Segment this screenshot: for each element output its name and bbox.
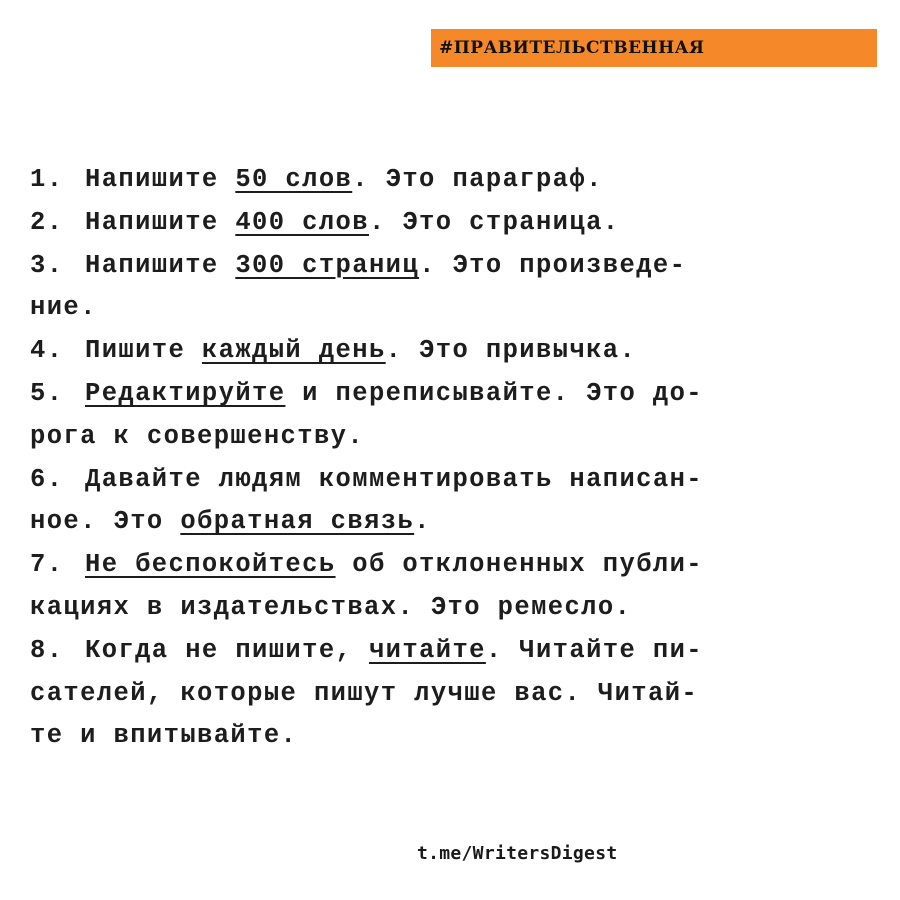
text-segment: . Это произведе- bbox=[419, 250, 687, 280]
text-segment: и переписывайте. Это до- bbox=[285, 378, 703, 408]
item-line bbox=[30, 330, 875, 373]
text-segment: те и впитывайте. bbox=[30, 721, 298, 751]
item-number: 5. bbox=[30, 378, 64, 408]
item-line bbox=[30, 287, 875, 330]
emphasized-phrase: каждый день bbox=[201, 336, 386, 366]
list-item bbox=[30, 544, 875, 630]
text-segment: Давайте людям комментировать написан- bbox=[85, 464, 703, 494]
item-number: 4. bbox=[30, 336, 64, 366]
item-line bbox=[30, 715, 875, 758]
list-item bbox=[30, 245, 875, 331]
emphasized-phrase: 50 слов bbox=[235, 165, 353, 194]
item-number: 1. bbox=[30, 165, 64, 194]
item-line bbox=[30, 630, 875, 673]
item-number: 8. bbox=[30, 635, 64, 665]
text-segment: Пишите bbox=[85, 336, 202, 366]
item-line bbox=[30, 459, 875, 502]
text-segment: кациях в издательствах. Это ремесло. bbox=[30, 592, 632, 622]
text-segment: . Это параграф. bbox=[352, 165, 603, 194]
item-line bbox=[30, 501, 875, 544]
item-line bbox=[30, 159, 875, 202]
list-item bbox=[30, 330, 875, 373]
advice-list bbox=[30, 159, 875, 758]
hashtag-label: #ПРАВИТЕЛЬСТВЕННАЯ bbox=[439, 38, 705, 58]
item-number: 2. bbox=[30, 207, 64, 237]
list-item bbox=[30, 159, 875, 202]
list-item bbox=[30, 202, 875, 245]
item-number: 6. bbox=[30, 464, 64, 494]
text-segment: Напишите bbox=[85, 250, 236, 280]
text-segment: сателей, которые пишут лучше вас. Читай- bbox=[30, 678, 699, 708]
text-segment: об отклоненных публи- bbox=[335, 550, 704, 580]
list-item bbox=[30, 459, 875, 545]
text-segment: ние. bbox=[30, 293, 97, 323]
emphasized-phrase: 300 страниц bbox=[235, 250, 420, 280]
item-line bbox=[30, 202, 875, 245]
text-segment: Напишите bbox=[85, 207, 236, 237]
item-line bbox=[30, 416, 875, 459]
emphasized-phrase: Не беспокойтесь bbox=[85, 550, 336, 580]
text-segment: Напишите bbox=[85, 165, 236, 194]
hashtag-badge bbox=[431, 29, 877, 67]
item-number: 7. bbox=[30, 550, 64, 580]
text-segment: . Читайте пи- bbox=[485, 635, 704, 665]
item-line bbox=[30, 587, 875, 630]
text-segment: . bbox=[414, 507, 431, 537]
item-line bbox=[30, 544, 875, 587]
text-segment: ное. Это bbox=[30, 507, 181, 537]
text-segment: рога к совершенству. bbox=[30, 421, 365, 451]
emphasized-phrase: Редактируйте bbox=[85, 378, 286, 408]
channel-link[interactable]: t.me/WritersDigest bbox=[417, 843, 618, 864]
emphasized-phrase: читайте bbox=[368, 635, 486, 665]
list-item bbox=[30, 373, 875, 459]
text-segment: Когда не пишите, bbox=[85, 635, 369, 665]
emphasized-phrase: обратная связь bbox=[180, 507, 415, 537]
list-item bbox=[30, 630, 875, 758]
text-segment: . Это привычка. bbox=[385, 336, 637, 366]
emphasized-phrase: 400 слов bbox=[235, 207, 369, 237]
item-line bbox=[30, 673, 875, 716]
item-line bbox=[30, 373, 875, 416]
item-line bbox=[30, 245, 875, 288]
item-number: 3. bbox=[30, 250, 64, 280]
text-segment: . Это страница. bbox=[368, 207, 620, 237]
